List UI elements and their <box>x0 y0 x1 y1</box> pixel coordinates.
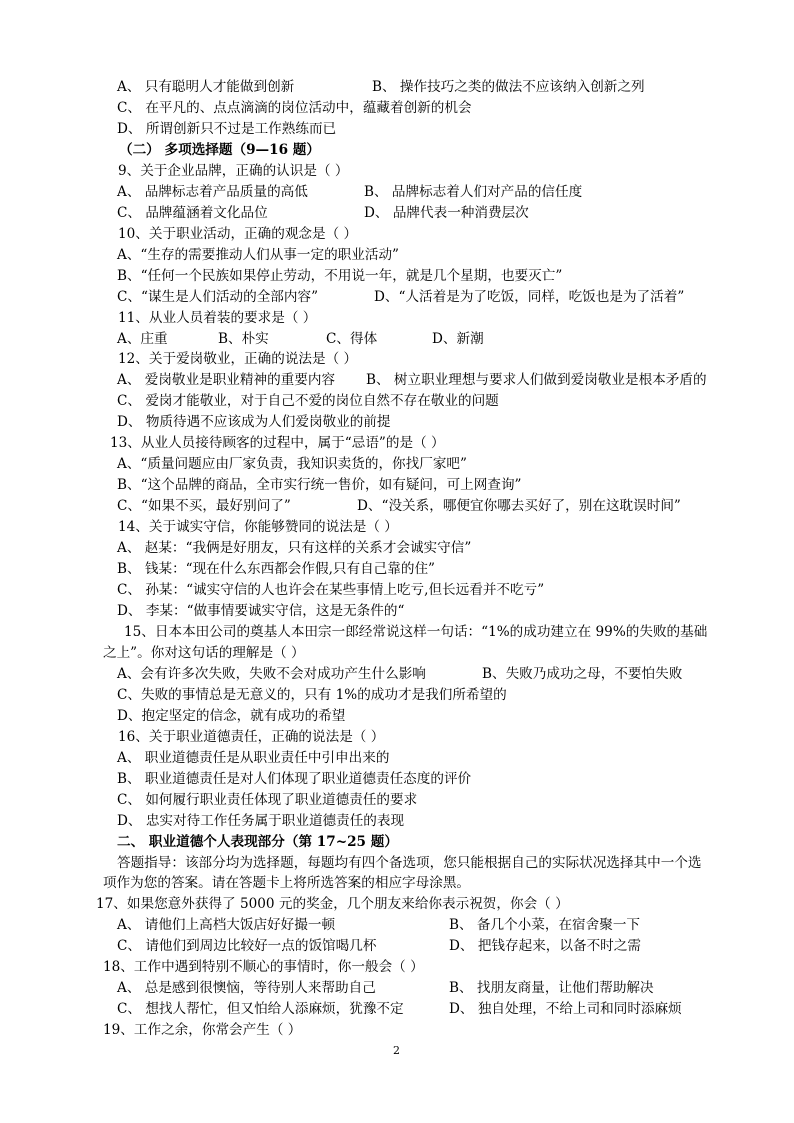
text-line: C、 如何履行职业责任体现了职业道德责任的要求 <box>117 791 418 808</box>
text-line: B、朴实 <box>218 330 269 347</box>
text-line: C、“如果不买，最好别问了” <box>117 498 291 515</box>
text-line: 15、日本本田公司的奠基人本田宗一郎经常说这样一句话：“1%的成功建立在 99%的失败的基础 <box>124 623 708 640</box>
text-line: 答题指导：该部分均为选择题，每题均有四个备选项，您只能根据自己的实际状况选择其中一个选 <box>117 854 702 871</box>
text-line: D、“人活着是为了吃饭，同样，吃饭也是为了活着” <box>374 288 685 305</box>
text-line: C、 想找人帮忙，但又怕给人添麻烦，犹豫不定 <box>117 1001 404 1018</box>
text-line: A、会有许多次失败，失败不会对成功产生什么影响 <box>117 665 426 682</box>
text-line: 12、关于爱岗敬业，正确的说法是（ ） <box>118 351 358 368</box>
text-line: 14、关于诚实守信，你能够赞同的说法是（ ） <box>118 519 398 536</box>
text-line: D、 独自处理，不给上司和同时添麻烦 <box>449 1001 682 1018</box>
text-line: C、 在平凡的、点点滴滴的岗位活动中，蕴藏着创新的机会 <box>117 99 472 116</box>
text-line: D、“没关系，哪便宜你哪去买好了，别在这耽误时间” <box>357 498 681 515</box>
text-line: C、失败的事情总是无意义的，只有 1%的成功才是我们所希望的 <box>117 686 507 703</box>
text-line: B、 钱某：“现在什么东西都会作假,只有自己靠的住” <box>117 561 435 578</box>
text-line: C、得体 <box>326 330 378 347</box>
text-line: D、 所谓创新只不过是工作熟练而已 <box>117 120 337 137</box>
text-line: 16、关于职业道德责任，正确的说法是（ ） <box>118 728 385 745</box>
text-line: A、 总是感到很懊恼，等待别人来帮助自己 <box>117 980 376 997</box>
text-line: 9、关于企业品牌，正确的认识是（ ） <box>118 162 349 179</box>
section-heading: （二） 多项选择题（9—16 题） <box>119 141 320 158</box>
text-line: 13、从业人员接待顾客的过程中，属于“忌语”的是（ ） <box>110 435 445 452</box>
text-line: B、失败乃成功之母，不要怕失败 <box>482 665 683 682</box>
text-line: B、 找朋友商量，让他们帮助解决 <box>449 980 654 997</box>
text-line: C、 品牌蕴涵着文化品位 <box>117 204 268 221</box>
text-line: A、庄重 <box>117 330 168 347</box>
text-line: B、 品牌标志着人们对产品的信任度 <box>364 183 583 200</box>
text-line: C、 请他们到周边比较好一点的饭馆喝几杯 <box>117 938 377 955</box>
text-line: 11、从业人员着装的要求是（ ） <box>118 309 317 326</box>
text-line: C、 孙某：“诚实守信的人也许会在某些事情上吃亏,但长远看并不吃亏” <box>117 582 545 599</box>
text-line: B、 备几个小菜，在宿舍聚一下 <box>449 917 641 934</box>
text-line: B、“这个品牌的商品，全市实行统一售价，如有疑问，可上网查询” <box>117 477 522 494</box>
text-line: D、 忠实对待工作任务属于职业道德责任的表现 <box>117 812 405 829</box>
text-line: D、新潮 <box>432 330 484 347</box>
text-line: A、 职业道德责任是从职业责任中引申出来的 <box>117 749 390 766</box>
text-line: B、 职业道德责任是对人们体现了职业道德责任态度的评价 <box>117 770 472 787</box>
text-line: A、“生存的需要推动人们从事一定的职业活动” <box>117 246 399 263</box>
text-line: 18、工作中遇到特别不顺心的事情时，你一般会（ ） <box>103 959 424 976</box>
text-line: D、 李某：“做事情要诚实守信，这是无条件的“ <box>117 603 405 619</box>
section-heading: 二、 职业道德个人表现部分（第 17~25 题） <box>117 833 398 850</box>
text-line: A、 只有聪明人才能做到创新 <box>117 79 295 95</box>
text-line: B、 树立职业理想与要求人们做到爱岗敬业是根本矛盾的 <box>366 372 707 389</box>
text-line: D、 物质待遇不应该成为人们爱岗敬业的前提 <box>117 414 391 431</box>
text-line: C、 爱岗才能敬业，对于自己不爱的岗位自然不存在敬业的问题 <box>117 393 499 410</box>
text-line: 19、工作之余，你常会产生（ ） <box>103 1022 302 1039</box>
text-line: 项作为您的答案。请在答题卡上将所选答案的相应字母涂黑。 <box>103 875 471 892</box>
text-line: B、“任何一个民族如果停止劳动，不用说一年，就是几个星期，也要灭亡” <box>117 267 563 284</box>
text-line: C、“谋生是人们活动的全部内容” <box>117 288 319 305</box>
text-line: 17、如果您意外获得了 5000 元的奖金，几个朋友来给你表示祝贺，你会（ ） <box>96 896 569 913</box>
text-line: A、“质量问题应由厂家负责，我知识卖货的，你找厂家吧” <box>117 456 467 473</box>
text-line: 之上”。你对这句话的理解是（ ） <box>103 644 305 661</box>
text-line: B、 操作技巧之类的做法不应该纳入创新之列 <box>372 79 645 95</box>
text-line: D、 品牌代表一种消费层次 <box>364 204 529 221</box>
text-line: A、 赵某：“我俩是好朋友，只有这样的关系才会诚实守信” <box>117 540 472 557</box>
text-line: A、 请他们上高档大饭店好好撮一顿 <box>117 917 336 934</box>
text-line: 10、关于职业活动，正确的观念是（ ） <box>118 225 358 242</box>
text-line: A、 爱岗敬业是职业精神的重要内容 <box>117 372 336 389</box>
text-line: D、抱定坚定的信念，就有成功的希望 <box>117 707 346 724</box>
text-line: D、 把钱存起来，以备不时之需 <box>449 938 641 955</box>
text-line: A、 品牌标志着产品质量的高低 <box>117 183 308 200</box>
page-number: 2 <box>393 1044 400 1057</box>
